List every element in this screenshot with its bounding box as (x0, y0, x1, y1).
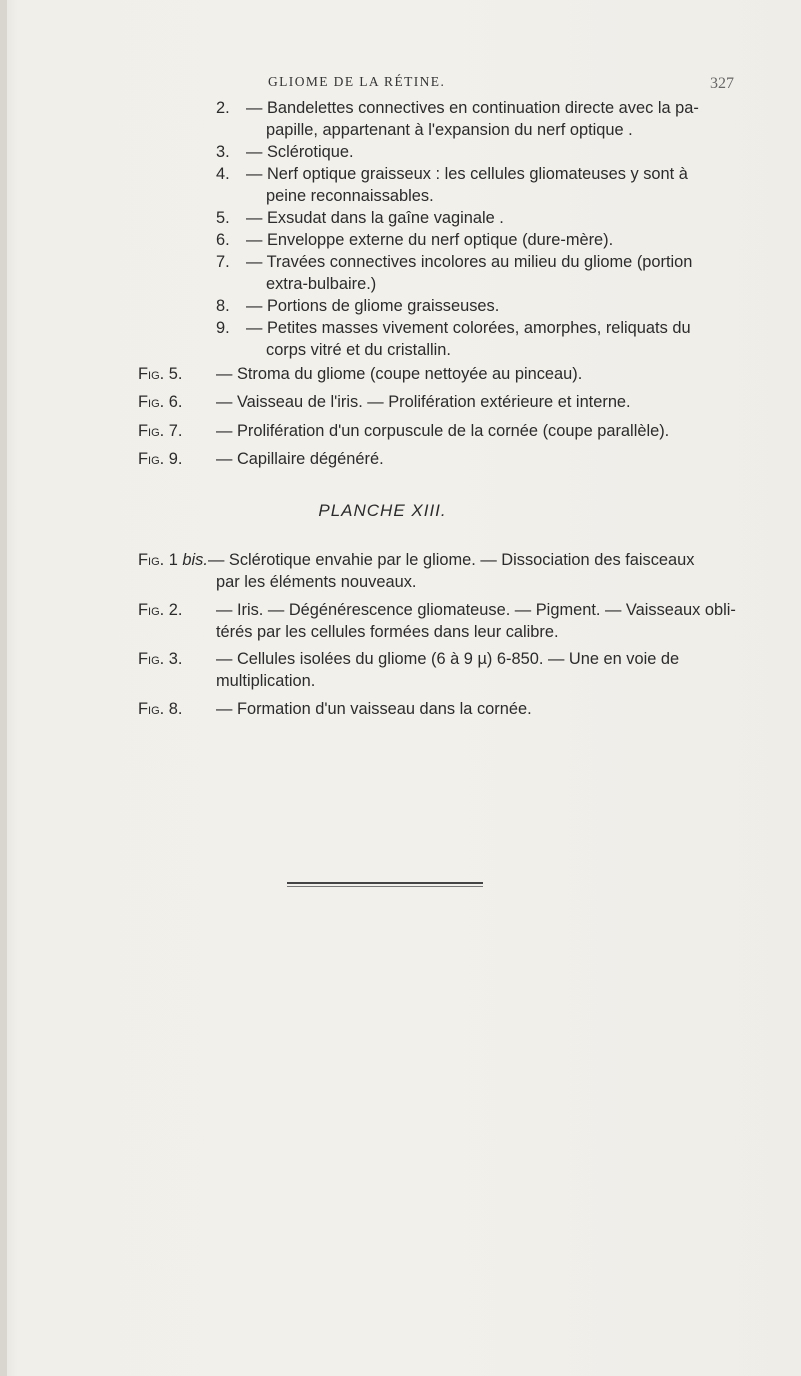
item-text: corps vitré et du cristallin. (266, 341, 451, 359)
legend-item-6 (216, 230, 613, 250)
fig-caption-6 (138, 392, 631, 412)
item-number: 3. (216, 143, 230, 161)
legend-item-4 (216, 164, 688, 184)
item-number: 2. (216, 99, 230, 117)
fig-label: Fig. 6. (138, 393, 183, 411)
item-number: 4. (216, 165, 230, 183)
page-number: 327 (710, 75, 734, 92)
item-text: papille, appartenant à l'expansion du nerf optique . (266, 121, 633, 139)
item-text: — Enveloppe externe du nerf optique (dure-mère). (246, 231, 614, 249)
fig-label: Fig. 3. (138, 650, 183, 668)
running-title: GLIOME DE LA RÉTINE. (268, 74, 446, 89)
fig-caption-3 (138, 649, 679, 669)
item-number: 8. (216, 297, 230, 315)
legend-item-2 (216, 98, 699, 118)
fig-caption-3-cont (216, 671, 315, 691)
fig-caption-9 (138, 449, 384, 469)
end-rule-thin (287, 886, 483, 887)
fig-text: multiplication. (216, 672, 316, 690)
fig-text: térés par les cellules formées dans leur calibre. (216, 623, 559, 641)
legend-item-4-cont (266, 186, 434, 206)
fig-text: — Vaisseau de l'iris. — Prolifération extérieure et interne. (216, 393, 631, 411)
fig-label: Fig. 5. (138, 365, 183, 383)
fig-label: Fig. 7. (138, 422, 183, 440)
legend-item-5 (216, 208, 504, 228)
legend-item-7-cont (266, 274, 376, 294)
item-number: 6. (216, 231, 230, 249)
fig-text: — Capillaire dégénéré. (216, 450, 384, 468)
end-rule (287, 882, 483, 884)
item-text: — Petites masses vivement colorées, amorphes, reliquats du (246, 319, 691, 337)
item-text: — Nerf optique graisseux : les cellules gliomateuses y sont à (246, 165, 688, 183)
fig-label: Fig. 1 (138, 551, 178, 569)
fig-label: Fig. 2. (138, 601, 183, 619)
fig-label: Fig. 9. (138, 450, 183, 468)
fig-text: — Stroma du gliome (coupe nettoyée au pinceau). (216, 365, 583, 383)
fig-text: — Iris. — Dégénérescence gliomateuse. — Pigment. — Vaisseaux obli- (216, 601, 736, 619)
item-text: — Bandelettes connectives en continuation directe avec la pa- (246, 99, 699, 117)
item-text: — Exsudat dans la gaîne vaginale . (246, 209, 504, 227)
item-text: peine reconnaissables. (266, 187, 434, 205)
item-text: — Travées connectives incolores au milieu du gliome (portion (246, 253, 693, 271)
item-text: extra-bulbaire.) (266, 275, 377, 293)
fig-bis: bis. (182, 551, 208, 569)
legend-item-3 (216, 142, 354, 162)
fig-text: — Cellules isolées du gliome (6 à 9 µ) 6-850. — Une en voie de (216, 650, 680, 668)
page-gutter (0, 0, 7, 1376)
item-text: — Sclérotique. (246, 143, 354, 161)
fig-caption-1-bis (138, 550, 694, 570)
fig-text: — Sclérotique envahie par le gliome. — Dissociation des faisceaux (207, 551, 695, 569)
item-number: 7. (216, 253, 230, 271)
fig-caption-2-cont (216, 622, 559, 642)
fig-caption-5 (138, 364, 582, 384)
legend-item-7 (216, 252, 692, 272)
fig-caption-8 (138, 699, 532, 719)
fig-text: — Formation d'un vaisseau dans la cornée. (216, 700, 532, 718)
fig-label: Fig. 8. (138, 700, 183, 718)
legend-item-8 (216, 296, 499, 316)
legend-item-2-cont (266, 120, 633, 140)
legend-item-9 (216, 318, 691, 338)
legend-item-9-cont (266, 340, 451, 360)
fig-caption-2 (138, 600, 736, 620)
item-text: — Portions de gliome graisseuses. (246, 297, 500, 315)
plate-heading (0, 501, 801, 521)
fig-text: — Prolifération d'un corpuscule de la cornée (coupe parallèle). (216, 422, 670, 440)
running-head (0, 74, 801, 94)
item-number: 5. (216, 209, 230, 227)
fig-caption-1-bis-cont (216, 572, 416, 592)
fig-caption-7 (138, 421, 669, 441)
item-number: 9. (216, 319, 230, 337)
fig-text: par les éléments nouveaux. (216, 573, 417, 591)
plate-heading-text: PLANCHE XIII. (318, 501, 447, 520)
